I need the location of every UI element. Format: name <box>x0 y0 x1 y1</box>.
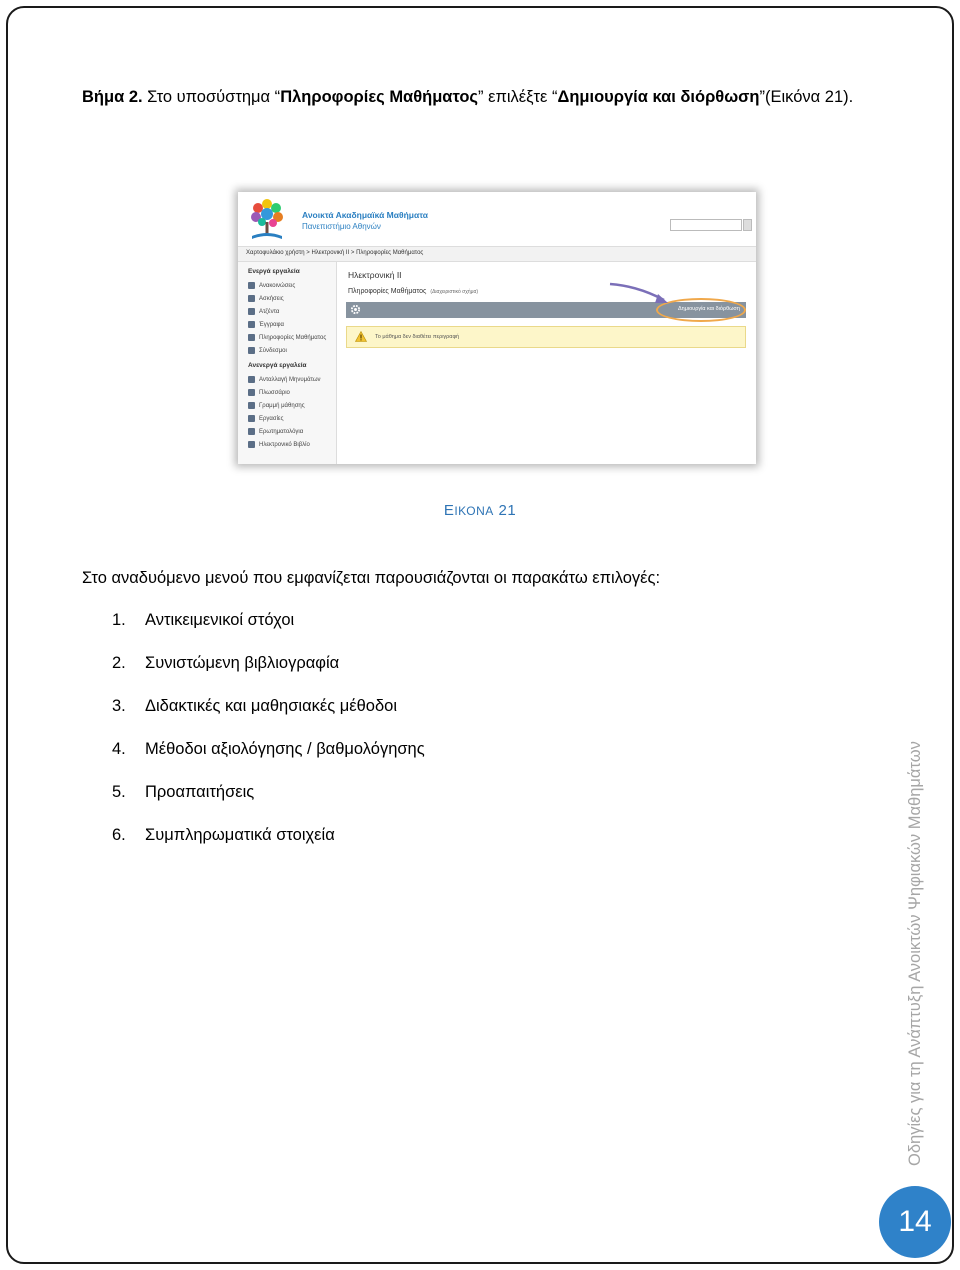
sidebar-item[interactable]: Έγγραφα <box>248 321 284 328</box>
site-header <box>238 192 756 242</box>
page-number-badge: 14 <box>879 1186 951 1258</box>
list-item: 2. Συνιστώμενη βιβλιογραφία <box>112 654 340 672</box>
list-item: 6. Συμπληρωματικά στοιχεία <box>112 826 335 844</box>
sidebar-item[interactable]: Ατζέντα <box>248 308 279 315</box>
tool-icon <box>248 295 255 302</box>
tool-icon <box>248 415 255 422</box>
breadcrumb-text[interactable]: Χαρτοφυλάκιο χρήστη > Ηλεκτρονική ΙΙ > Πληροφορίες Μαθήματος <box>246 250 424 256</box>
create-edit-button[interactable]: Δημιουργία και διόρθωση <box>678 306 740 312</box>
action-name: Δημιουργία και διόρθωση <box>557 88 760 106</box>
tool-icon <box>248 376 255 383</box>
brand-title: Ανοικτά Ακαδημαϊκά Μαθήματα <box>302 210 428 220</box>
sidebar-item[interactable]: Ερωτηματολόγια <box>248 428 303 435</box>
sidebar-item[interactable]: Ανταλλαγή Μηνυμάτων <box>248 376 321 383</box>
tool-icon <box>248 334 255 341</box>
figure-screenshot <box>238 192 756 464</box>
step-text-2: ” επιλέξτε “ <box>478 88 558 106</box>
tools-sidebar <box>238 262 337 464</box>
list-item: 3. Διδακτικές και μαθησιακές μέθοδοι <box>112 697 397 715</box>
subsystem-name: Πληροφορίες Μαθήματος <box>280 88 479 106</box>
section-note: (Διαχειριστικό σχήμα) <box>430 289 479 295</box>
brand-subtitle: Πανεπιστήμιο Αθηνών <box>302 222 381 231</box>
list-item: 4. Μέθοδοι αξιολόγησης / βαθμολόγησης <box>112 740 425 758</box>
search-button[interactable] <box>743 219 752 231</box>
tool-icon <box>248 389 255 396</box>
notice-banner <box>346 326 746 348</box>
tool-icon <box>248 441 255 448</box>
step-text-3: ”(Εικόνα 21). <box>759 88 854 106</box>
tool-icon <box>248 282 255 289</box>
gear-icon[interactable] <box>350 304 361 315</box>
figure-caption: ΕΙΚΟΝΑ 21 <box>443 502 517 519</box>
pointer-arrow-icon <box>608 282 670 310</box>
step-text-1: Στο υποσύστημα “ <box>142 88 281 106</box>
sidebar-item[interactable]: Γραμμή μάθησης <box>248 402 305 409</box>
sidebar-item[interactable]: Εργασίες <box>248 415 284 422</box>
list-item: 5. Προαπαιτήσεις <box>112 783 255 801</box>
section-title: Πληροφορίες Μαθήματος (Διαχειριστικό σχήμα) <box>348 288 479 295</box>
step-label: Βήμα 2. <box>82 88 143 106</box>
tool-icon <box>248 308 255 315</box>
sidebar-item[interactable]: Πληροφορίες Μαθήματος <box>248 334 326 341</box>
tool-icon <box>248 402 255 409</box>
sidebar-item[interactable]: Ασκήσεις <box>248 295 284 302</box>
sidebar-item[interactable]: Ηλεκτρονικό Βιβλίο <box>248 441 310 448</box>
warning-icon <box>355 331 367 342</box>
intro-text: Στο αναδυόμενο μενού που εμφανίζεται παρουσιάζονται οι παρακάτω επιλογές: <box>82 569 661 587</box>
active-tools-heading: Ενεργά εργαλεία <box>248 268 300 275</box>
tool-icon <box>248 321 255 328</box>
tool-icon <box>248 428 255 435</box>
notice-text: Το μάθημα δεν διαθέτει περιγραφή <box>375 334 460 340</box>
sidebar-item[interactable]: Σύνδεσμοι <box>248 347 287 354</box>
tree-logo-icon <box>248 198 286 240</box>
inactive-tools-heading: Ανενεργά εργαλεία <box>248 362 307 369</box>
list-item: 1. Αντικειμενικοί στόχοι <box>112 611 295 629</box>
tool-icon <box>248 347 255 354</box>
sidebar-item[interactable]: Ανακοινώσεις <box>248 282 295 289</box>
breadcrumb <box>238 246 756 262</box>
course-title: Ηλεκτρονική ΙΙ <box>348 270 402 280</box>
sidebar-item[interactable]: Πλωσσάριο <box>248 389 290 396</box>
options-list <box>112 608 425 866</box>
step-instruction <box>82 84 872 111</box>
side-footer-note: Οδηγίες για τη Ανάπτυξη Ανοικτών Ψηφιακών Μαθημάτων <box>906 741 924 1166</box>
search-input[interactable] <box>670 219 742 231</box>
